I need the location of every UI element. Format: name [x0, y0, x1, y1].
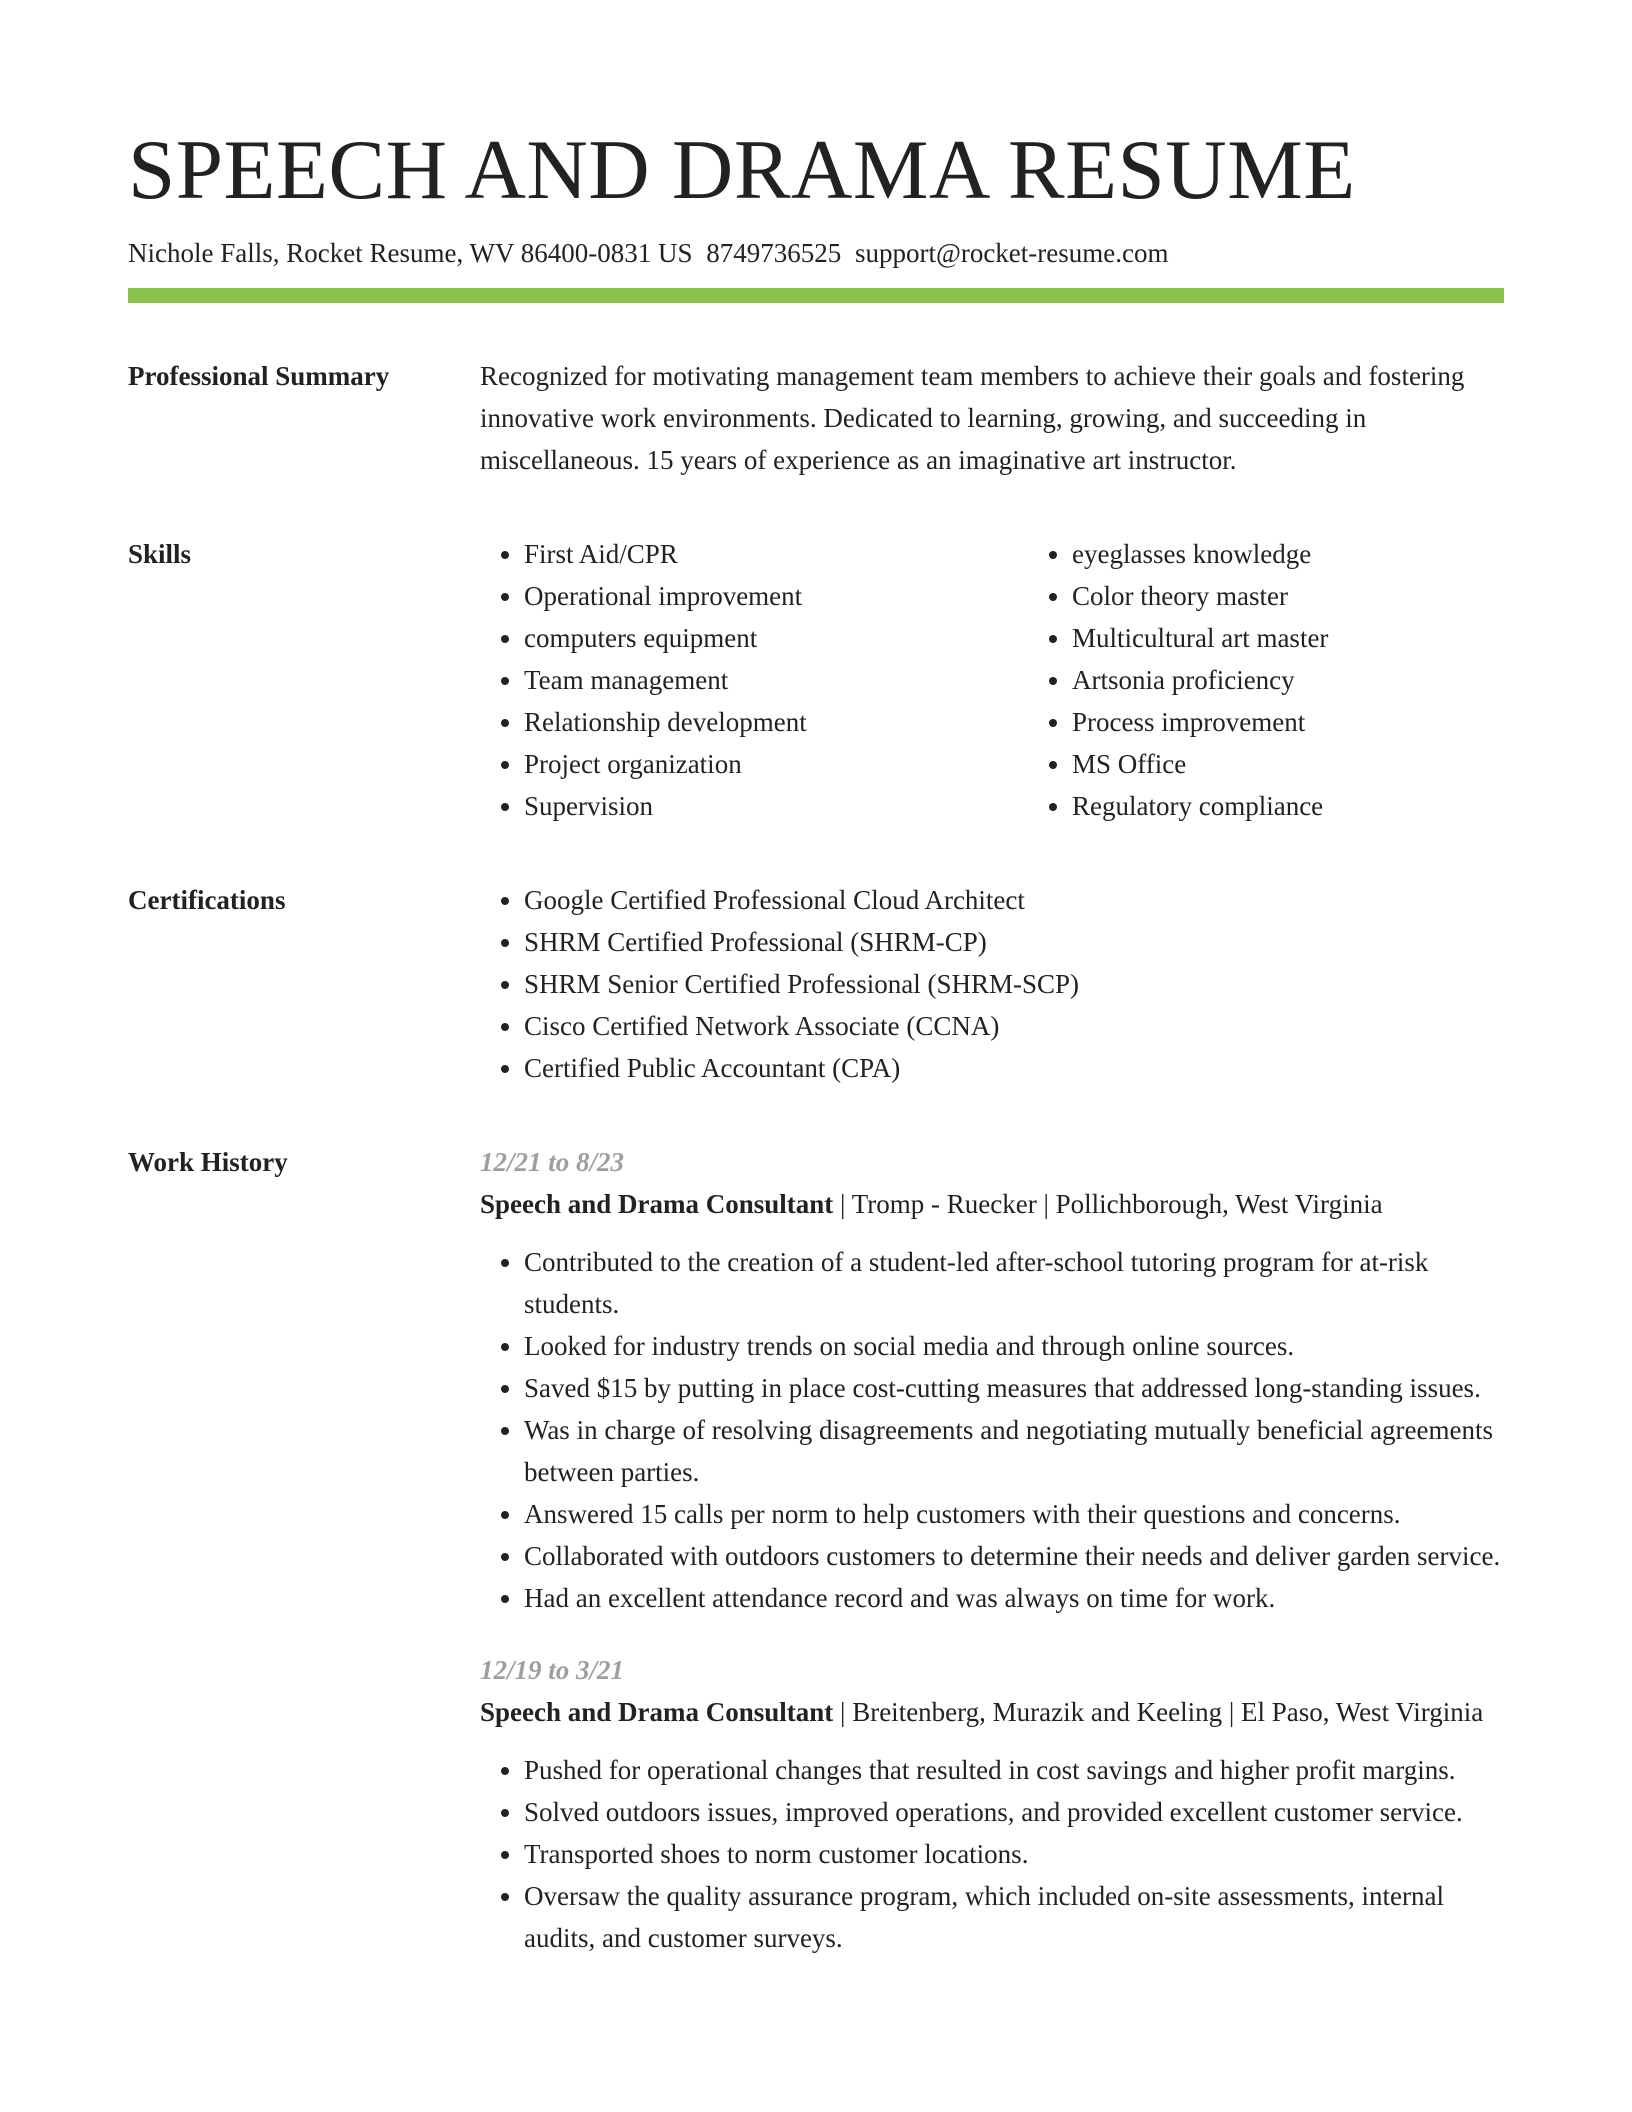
certifications-list: [480, 879, 1504, 1089]
skill-item: • First Aid/CPR: [524, 533, 1028, 575]
skill-item: • Operational improvement: [524, 575, 1028, 617]
job-bullet: • Had an excellent attendance record and was always on time for work.: [524, 1577, 1504, 1619]
skill-item: • Regulatory compliance: [1072, 785, 1328, 827]
certification-item: • Google Certified Professional Cloud Architect: [524, 879, 1504, 921]
job-details: | Tromp - Ruecker | Pollichborough, West Virginia: [833, 1189, 1383, 1219]
section-label-skills: Skills: [128, 539, 192, 569]
job-bullet: • Contributed to the creation of a student-led after-school tutoring program for at-risk students.: [524, 1241, 1504, 1325]
skills-list-left: [480, 533, 1028, 827]
skill-item: • eyeglasses knowledge: [1072, 533, 1328, 575]
certification-item: • Certified Public Accountant (CPA): [524, 1047, 1504, 1089]
job-bullet: • Looked for industry trends on social media and through online sources.: [524, 1325, 1504, 1367]
skills-list-right: [1028, 533, 1328, 827]
section-label-summary: Professional Summary: [128, 361, 390, 391]
certifications-section: [128, 879, 1504, 1089]
contact-email: support@rocket-resume.com: [854, 238, 1169, 268]
certification-item: • SHRM Senior Certified Professional (SHRM-SCP): [524, 963, 1504, 1005]
section-label-work-history: Work History: [128, 1147, 288, 1177]
job-heading: [480, 1691, 1504, 1733]
summary-text: Recognized for motivating management team members to achieve their goals and fostering innovative work environments. Dedicated to learning, growing, and succeeding in miscellaneous. 15 years of experience as an imaginative art instructor.: [480, 361, 1465, 475]
skill-item: • Artsonia proficiency: [1072, 659, 1328, 701]
job-title: Speech and Drama Consultant: [480, 1189, 834, 1219]
job-bullet: • Transported shoes to norm customer locations.: [524, 1833, 1504, 1875]
skill-item: • Color theory master: [1072, 575, 1328, 617]
skill-item: • Project organization: [524, 743, 1028, 785]
contact-phone: 8749736525: [706, 238, 842, 268]
skill-item: • Process improvement: [1072, 701, 1328, 743]
skill-item: • Multicultural art master: [1072, 617, 1328, 659]
contact-address: Nichole Falls, Rocket Resume, WV 86400-0831 US: [128, 238, 693, 268]
skill-item: • Relationship development: [524, 701, 1028, 743]
skills-section: [128, 533, 1504, 827]
job-entry: [480, 1649, 1504, 1959]
skill-item: • computers equipment: [524, 617, 1028, 659]
job-title: Speech and Drama Consultant: [480, 1697, 834, 1727]
job-bullets: [480, 1241, 1504, 1619]
skill-item: • Supervision: [524, 785, 1028, 827]
job-dates: 12/19 to 3/21: [480, 1655, 625, 1685]
skill-item: • MS Office: [1072, 743, 1328, 785]
job-bullet: • Solved outdoors issues, improved operations, and provided excellent customer service.: [524, 1791, 1504, 1833]
skill-item: • Team management: [524, 659, 1028, 701]
summary-section: [128, 355, 1504, 481]
job-bullet: • Answered 15 calls per norm to help customers with their questions and concerns.: [524, 1493, 1504, 1535]
section-label-certifications: Certifications: [128, 885, 286, 915]
resume-title: SPEECH AND DRAMA RESUME: [128, 123, 1356, 217]
job-details: | Breitenberg, Murazik and Keeling | El Paso, West Virginia: [833, 1697, 1484, 1727]
job-bullet: • Oversaw the quality assurance program, which included on-site assessments, internal audits, and customer surveys.: [524, 1875, 1504, 1959]
certification-item: • Cisco Certified Network Associate (CCNA): [524, 1005, 1504, 1047]
job-bullet: • Saved $15 by putting in place cost-cutting measures that addressed long-standing issues.: [524, 1367, 1504, 1409]
contact-line: [128, 236, 1504, 270]
job-bullet: • Pushed for operational changes that resulted in cost savings and higher profit margins.: [524, 1749, 1504, 1791]
job-heading: [480, 1183, 1504, 1225]
resume-page: [128, 0, 1504, 1959]
job-dates: 12/21 to 8/23: [480, 1147, 625, 1177]
certification-item: • SHRM Certified Professional (SHRM-CP): [524, 921, 1504, 963]
job-bullet: • Collaborated with outdoors customers to determine their needs and deliver garden service.: [524, 1535, 1504, 1577]
job-bullets: [480, 1749, 1504, 1959]
job-entry: [480, 1141, 1504, 1619]
work-history-section: [128, 1141, 1504, 1959]
job-bullet: • Was in charge of resolving disagreements and negotiating mutually beneficial agreements between parties.: [524, 1409, 1504, 1493]
header-divider: [128, 288, 1504, 303]
